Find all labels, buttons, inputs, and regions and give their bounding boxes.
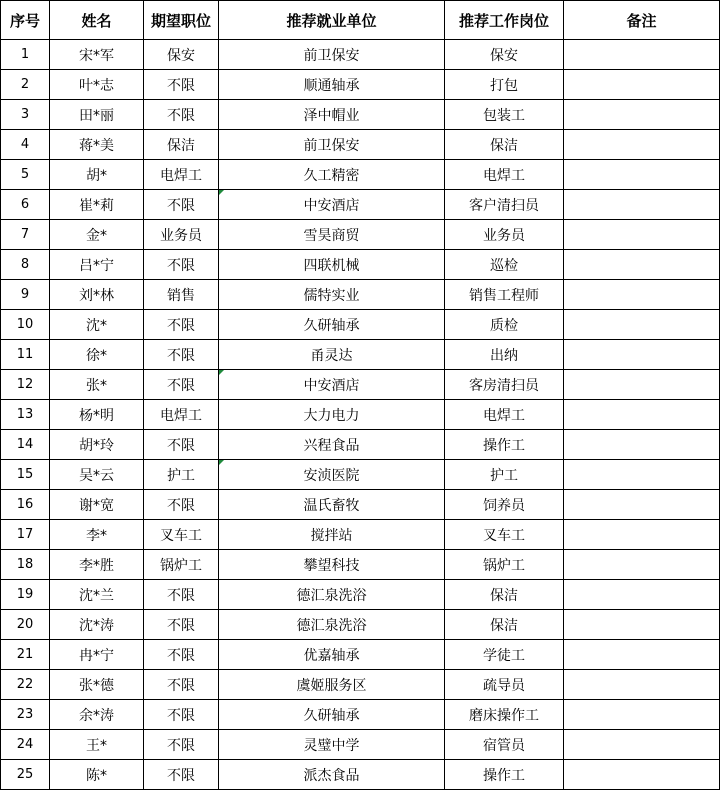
cell-name: 王* [50,730,144,760]
table-row [1,40,720,70]
cell-recommended-company: 中安酒店 [219,190,445,220]
cell-recommended-position: 出纳 [445,340,564,370]
cell-serial-number: 25 [1,760,50,790]
table-header [1,1,720,40]
cell-remarks [564,160,720,190]
cell-recommended-company: 德汇泉洗浴 [219,610,445,640]
cell-expected-position: 不限 [144,100,219,130]
cell-serial-number: 2 [1,70,50,100]
cell-name: 冉*宁 [50,640,144,670]
cell-remarks [564,130,720,160]
cell-recommended-position: 操作工 [445,430,564,460]
cell-expected-position: 电焊工 [144,160,219,190]
cell-serial-number: 10 [1,310,50,340]
table-row [1,190,720,220]
cell-remarks [564,640,720,670]
cell-name: 沈*兰 [50,580,144,610]
cell-recommended-position: 操作工 [445,760,564,790]
cell-expected-position: 不限 [144,640,219,670]
cell-recommended-company: 搅拌站 [219,520,445,550]
header-name: 姓名 [50,1,144,40]
comment-indicator-icon [219,460,224,465]
cell-expected-position: 业务员 [144,220,219,250]
cell-expected-position: 不限 [144,250,219,280]
cell-expected-position: 保洁 [144,130,219,160]
cell-recommended-company: 久工精密 [219,160,445,190]
cell-recommended-company: 泽中帽业 [219,100,445,130]
header-serial-number: 序号 [1,1,50,40]
cell-recommended-company: 前卫保安 [219,40,445,70]
cell-recommended-position: 电焊工 [445,160,564,190]
cell-recommended-position: 销售工程师 [445,280,564,310]
cell-recommended-position: 保安 [445,40,564,70]
cell-expected-position: 不限 [144,580,219,610]
table-body [1,40,720,790]
cell-recommended-company: 虞姬服务区 [219,670,445,700]
cell-remarks [564,520,720,550]
cell-recommended-position: 电焊工 [445,400,564,430]
cell-recommended-position: 客房清扫员 [445,370,564,400]
cell-serial-number: 20 [1,610,50,640]
table-row [1,640,720,670]
cell-expected-position: 锅炉工 [144,550,219,580]
cell-serial-number: 6 [1,190,50,220]
cell-expected-position: 不限 [144,340,219,370]
cell-serial-number: 3 [1,100,50,130]
cell-serial-number: 12 [1,370,50,400]
cell-name: 胡*玲 [50,430,144,460]
cell-remarks [564,610,720,640]
cell-remarks [564,220,720,250]
cell-expected-position: 不限 [144,430,219,460]
table-row [1,100,720,130]
header-expected-position: 期望职位 [144,1,219,40]
cell-remarks [564,250,720,280]
cell-recommended-company: 德汇泉洗浴 [219,580,445,610]
table-row [1,130,720,160]
cell-recommended-company: 大力电力 [219,400,445,430]
header-recommended-position: 推荐工作岗位 [445,1,564,40]
cell-expected-position: 不限 [144,700,219,730]
cell-recommended-position: 疏导员 [445,670,564,700]
cell-remarks [564,40,720,70]
table-row [1,700,720,730]
cell-recommended-position: 包装工 [445,100,564,130]
cell-serial-number: 16 [1,490,50,520]
cell-expected-position: 不限 [144,70,219,100]
comment-indicator-icon [219,370,224,375]
cell-recommended-company: 四联机械 [219,250,445,280]
cell-recommended-position: 质检 [445,310,564,340]
cell-serial-number: 7 [1,220,50,250]
cell-remarks [564,190,720,220]
cell-expected-position: 不限 [144,730,219,760]
cell-name: 胡* [50,160,144,190]
cell-recommended-company: 久研轴承 [219,310,445,340]
cell-serial-number: 8 [1,250,50,280]
cell-recommended-company: 儒特实业 [219,280,445,310]
cell-recommended-company: 中安酒店 [219,370,445,400]
cell-expected-position: 不限 [144,310,219,340]
header-row [1,1,720,40]
cell-name: 徐* [50,340,144,370]
cell-recommended-position: 饲养员 [445,490,564,520]
cell-name: 蒋*美 [50,130,144,160]
cell-recommended-company: 灵璧中学 [219,730,445,760]
cell-recommended-position: 保洁 [445,610,564,640]
cell-recommended-company: 顺通轴承 [219,70,445,100]
cell-recommended-position: 宿管员 [445,730,564,760]
table-row [1,520,720,550]
cell-remarks [564,550,720,580]
cell-expected-position: 保安 [144,40,219,70]
table-row [1,580,720,610]
table-row [1,610,720,640]
cell-remarks [564,100,720,130]
table-row [1,490,720,520]
cell-remarks [564,700,720,730]
cell-recommended-position: 打包 [445,70,564,100]
cell-name: 沈*涛 [50,610,144,640]
cell-expected-position: 不限 [144,670,219,700]
cell-name: 余*涛 [50,700,144,730]
table-row [1,670,720,700]
cell-expected-position: 护工 [144,460,219,490]
cell-recommended-company: 甬灵达 [219,340,445,370]
cell-name: 吴*云 [50,460,144,490]
cell-remarks [564,370,720,400]
cell-serial-number: 11 [1,340,50,370]
table-row [1,340,720,370]
cell-serial-number: 22 [1,670,50,700]
cell-remarks [564,70,720,100]
table-row [1,280,720,310]
cell-serial-number: 15 [1,460,50,490]
cell-recommended-position: 保洁 [445,580,564,610]
cell-expected-position: 销售 [144,280,219,310]
cell-remarks [564,400,720,430]
cell-serial-number: 21 [1,640,50,670]
cell-remarks [564,490,720,520]
cell-name: 吕*宁 [50,250,144,280]
cell-recommended-position: 磨床操作工 [445,700,564,730]
cell-recommended-company: 攀望科技 [219,550,445,580]
cell-remarks [564,580,720,610]
cell-name: 张*德 [50,670,144,700]
cell-recommended-company: 派杰食品 [219,760,445,790]
cell-name: 陈* [50,760,144,790]
cell-recommended-company: 雪昊商贸 [219,220,445,250]
header-recommended-company: 推荐就业单位 [219,1,445,40]
table-row [1,730,720,760]
cell-name: 杨*明 [50,400,144,430]
cell-serial-number: 5 [1,160,50,190]
cell-recommended-position: 业务员 [445,220,564,250]
cell-name: 沈* [50,310,144,340]
table-row [1,250,720,280]
cell-recommended-company: 兴程食品 [219,430,445,460]
cell-name: 叶*志 [50,70,144,100]
cell-expected-position: 不限 [144,490,219,520]
cell-remarks [564,670,720,700]
table-row [1,430,720,460]
cell-serial-number: 18 [1,550,50,580]
cell-serial-number: 4 [1,130,50,160]
cell-serial-number: 1 [1,40,50,70]
cell-name: 李* [50,520,144,550]
table-row [1,220,720,250]
cell-serial-number: 23 [1,700,50,730]
cell-expected-position: 叉车工 [144,520,219,550]
cell-remarks [564,460,720,490]
cell-recommended-company: 安浈医院 [219,460,445,490]
cell-recommended-position: 客户清扫员 [445,190,564,220]
cell-name: 金* [50,220,144,250]
cell-recommended-position: 护工 [445,460,564,490]
table-row [1,160,720,190]
cell-expected-position: 不限 [144,370,219,400]
cell-recommended-company: 久研轴承 [219,700,445,730]
cell-expected-position: 不限 [144,610,219,640]
cell-recommended-position: 锅炉工 [445,550,564,580]
cell-expected-position: 电焊工 [144,400,219,430]
cell-expected-position: 不限 [144,760,219,790]
cell-name: 张* [50,370,144,400]
cell-remarks [564,340,720,370]
cell-name: 李*胜 [50,550,144,580]
cell-remarks [564,760,720,790]
cell-serial-number: 17 [1,520,50,550]
cell-name: 宋*军 [50,40,144,70]
cell-serial-number: 19 [1,580,50,610]
cell-name: 谢*宽 [50,490,144,520]
cell-recommended-company: 前卫保安 [219,130,445,160]
cell-serial-number: 9 [1,280,50,310]
cell-expected-position: 不限 [144,190,219,220]
table-row [1,400,720,430]
cell-recommended-position: 巡检 [445,250,564,280]
table-row [1,550,720,580]
table-row [1,370,720,400]
cell-recommended-company: 温氏畜牧 [219,490,445,520]
table-row [1,760,720,790]
cell-remarks [564,430,720,460]
cell-remarks [564,280,720,310]
cell-name: 刘*林 [50,280,144,310]
cell-recommended-position: 叉车工 [445,520,564,550]
cell-recommended-position: 学徒工 [445,640,564,670]
cell-remarks [564,730,720,760]
cell-remarks [564,310,720,340]
cell-recommended-position: 保洁 [445,130,564,160]
table-row [1,310,720,340]
header-remarks: 备注 [564,1,720,40]
comment-indicator-icon [219,190,224,195]
cell-serial-number: 24 [1,730,50,760]
cell-recommended-company: 优嘉轴承 [219,640,445,670]
cell-serial-number: 14 [1,430,50,460]
table-row [1,70,720,100]
table-row [1,460,720,490]
cell-name: 崔*莉 [50,190,144,220]
cell-name: 田*丽 [50,100,144,130]
cell-serial-number: 13 [1,400,50,430]
